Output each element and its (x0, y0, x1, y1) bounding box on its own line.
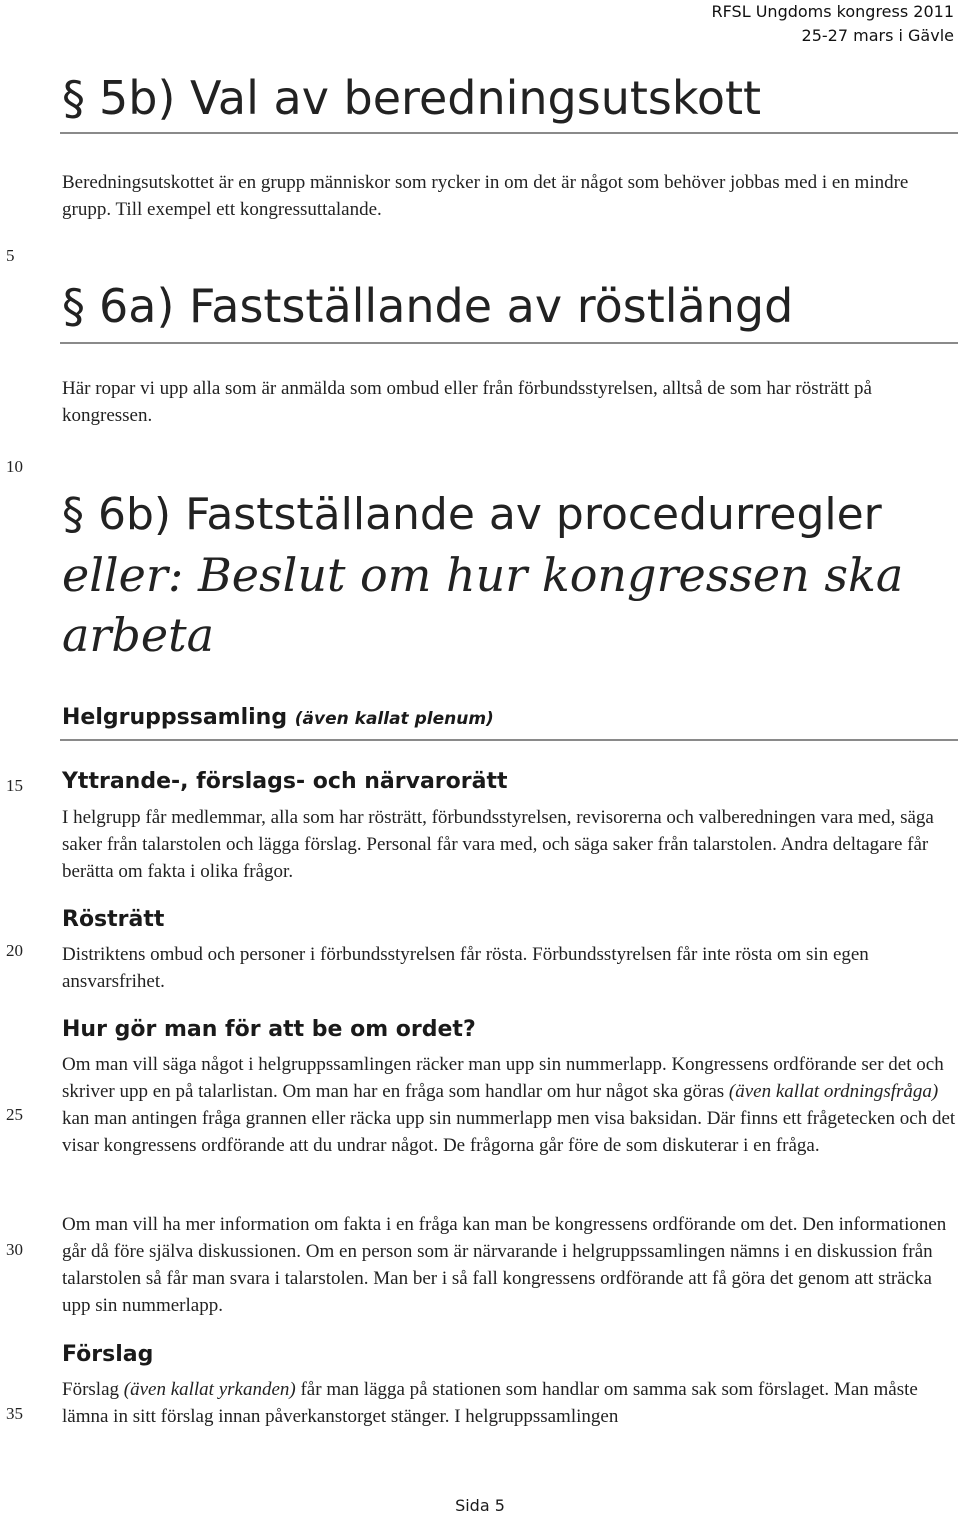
heading-helgruppssamling-rule (60, 739, 958, 741)
heading-5b (62, 70, 761, 126)
paragraph-be-om-ordet-1-a: Om man vill säga något i helgruppssamlingen räcker man upp sin nummerlapp. Kongressens ordförande ser det och skriver upp en på talarlistan. Om man har en fråga som handlar om hur något ska göras (62, 1054, 944, 1102)
heading-6a (62, 278, 793, 334)
heading-be-om-ordet: Hur gör man för att be om ordet? (62, 1017, 476, 1042)
document-header (712, 0, 954, 48)
heading-rostratt: Rösträtt (62, 907, 165, 932)
heading-forslag: Förslag (62, 1342, 154, 1367)
section-symbol: § (62, 71, 85, 125)
heading-helgruppssamling-text: Helgruppssamling (62, 705, 288, 730)
paragraph-be-om-ordet-2: Om man vill ha mer information om fakta i en fråga kan man be kongressens ordförande om det. Den informationen går då före själva diskussionen. Om en person som är närvarande i helgruppssamlingen nämns i en diskussion från talarstolen så får man svara i talarstolen. Man ber i så fall kongressens ordförande att få göra det genom att sträcka upp sin nummerlapp. (62, 1214, 947, 1316)
paragraph-be-om-ordet-1 (62, 1051, 958, 1159)
yrkanden-note: (även kallat yrkanden) (123, 1379, 296, 1400)
line-number: 5 (6, 246, 15, 265)
heading-6b (62, 485, 882, 545)
paragraph-5b: Beredningsutskottet är en grupp människor som rycker in om det är något som behöver jobbas med i en mindre grupp. Till exempel ett kongressuttalande. (62, 172, 909, 220)
section-symbol: § (62, 489, 84, 540)
line-number: 15 (6, 776, 23, 795)
ordningsfraga-note: (även kallat ordningsfråga) (728, 1081, 939, 1102)
heading-helgruppssamling (62, 702, 494, 735)
heading-5b-rule (60, 132, 958, 134)
paragraph-forslag-b: får man lägga på stationen som handlar om samma sak som förslaget. Man måste lämna in sitt förslag innan påverkanstorget stänger. I helgruppssamlingen (62, 1379, 918, 1427)
paragraph-forslag-a: Förslag (62, 1379, 124, 1400)
heading-5b-text: 5b) Val av beredningsutskott (99, 71, 762, 125)
header-event-title: RFSL Ungdoms kongress 2011 (711, 2, 954, 21)
paragraph-yttrande: I helgrupp får medlemmar, alla som har rösträtt, förbundsstyrelsen, revisorerna och valberedningen vara med, säga saker från talarstolen och lägga förslag. Personal får vara med, och säga saker från talarstolen. Andra deltagare får berätta om fakta i olika frågor. (62, 807, 934, 882)
paragraph-forslag (62, 1376, 958, 1430)
line-number: 35 (6, 1404, 23, 1423)
heading-helgruppssamling-note: (även kallat plenum) (294, 709, 494, 729)
line-number: 25 (6, 1105, 23, 1124)
paragraph-6a: Här ropar vi upp alla som är anmälda som ombud eller från förbundsstyrelsen, alltså de som har rösträtt på kongressen. (62, 378, 872, 426)
page-footer: Sida 5 (455, 1496, 505, 1515)
line-number: 20 (6, 941, 23, 960)
heading-6b-text: 6b) Fastställande av procedurregler (98, 489, 882, 540)
heading-6b-subtitle-line2: arbeta (62, 608, 214, 662)
heading-6b-subtitle-line1: eller: Beslut om hur kongressen ska (62, 548, 904, 602)
heading-6a-rule (60, 342, 958, 344)
header-event-date: 25-27 mars i Gävle (801, 26, 954, 45)
paragraph-rostratt: Distriktens ombud och personer i förbundsstyrelsen får rösta. Förbundsstyrelsen får inte rösta om sin egen ansvarsfrihet. (62, 944, 869, 992)
line-number: 30 (6, 1240, 23, 1259)
line-number: 10 (6, 457, 23, 476)
heading-yttrande: Yttrande-, förslags- och närvarorätt (62, 769, 508, 794)
heading-6a-text: 6a) Fastställande av röstlängd (99, 279, 794, 333)
section-symbol: § (62, 279, 85, 333)
paragraph-be-om-ordet-1-b: kan man antingen fråga grannen eller räcka upp sin nummerlapp men visa baksidan. Där finns ett frågetecken och det visar kongressens ordförande att du undrar något. De frågorna går före de som diskuterar i en fråga. (62, 1108, 956, 1156)
